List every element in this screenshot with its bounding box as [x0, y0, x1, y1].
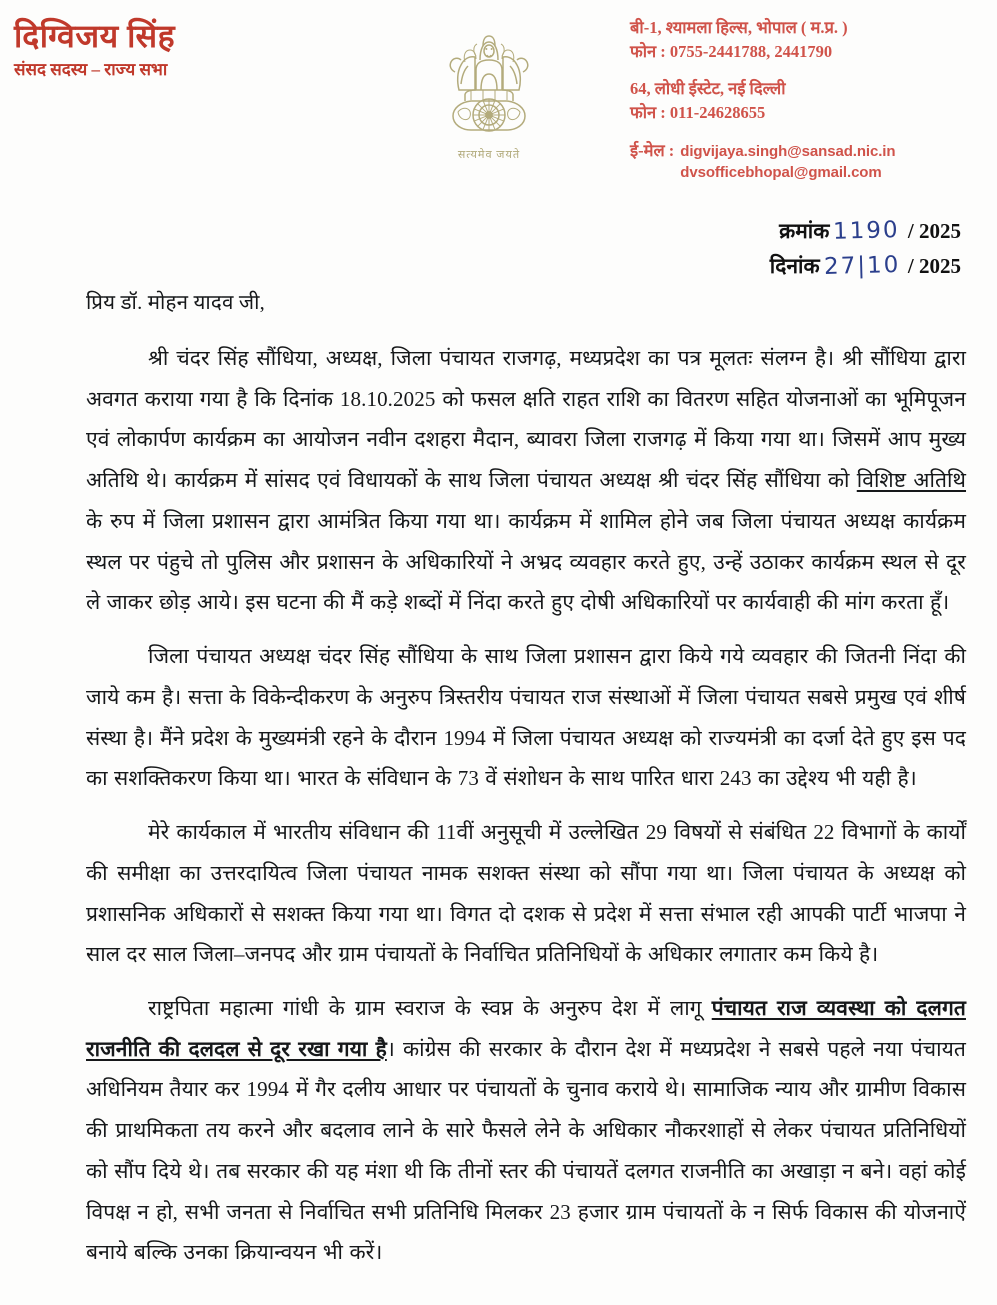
bhopal-office	[630, 16, 990, 64]
paragraph-4-emphasized-phrase: पंचायत राज व्यवस्था को दलगत राजनीति की दलदल से दूर रखा गया है	[86, 996, 966, 1061]
paragraph-3: मेरे कार्यकाल में भारतीय संविधान की 11वीं अनुसूची में उल्लेखित 29 विषयों से संबंधित 22 विभागों के कार्यों की समीक्षा का उत्तरदायित्व जिला पंचायत नामक सशक्त संस्था को सौंपा गया था। जिला पंचायत के अध्यक्ष को प्रशासनिक अधिकारों से सशक्त किया गया था। विगत दो दशक से प्रदेश में सत्ता संभाल रही आपकी पार्टी भाजपा ने साल दर साल जिला–जनपद और ग्राम पंचायतों के निर्वाचित प्रतिनिधियों के अधिकार लगातार कम किये है।	[86, 820, 966, 967]
salutation: प्रिय डॉ. मोहन यादव जी,	[86, 292, 265, 314]
bhopal-phone: फोन : 0755-2441788, 2441790	[630, 41, 833, 61]
email-label: ई-मेल :	[630, 140, 675, 160]
email-office[interactable]: dvsofficebhopal@gmail.com	[680, 164, 882, 182]
paragraph-2: जिला पंचायत अध्यक्ष चंदर सिंह सौंधिया के साथ जिला प्रशासन द्वारा किये गये व्यवहार की जितनी निंदा की जाये कम है। सत्ता के विकेन्दीकरण के अनुरुप त्रिस्तरीय पंचायत राज संस्थाओं में जिला पंचायत सबसे प्रमुख एवं शीर्ष संस्था है। मैंने प्रदेश के मुख्यमंत्री रहने के दौरान 1994 में जिला पंचायत अध्यक्ष को राज्यमंत्री का दर्जा देते हुए इस पद का सशक्तिकरण किया था। भारत के संविधान के 73 वें संशोधन के साथ पारित धारा 243 का उद्देश्य भी यही है।	[86, 644, 966, 791]
email-block	[630, 138, 990, 185]
national-emblem-block	[424, 12, 554, 162]
reference-number-row	[770, 214, 961, 249]
paragraph-4-text-a: राष्ट्रपिता महात्मा गांधी के ग्राम स्वराज के स्वप्न के अनुरुप देश में लागू	[148, 996, 712, 1021]
contact-block	[630, 16, 990, 184]
ashoka-lion-capital-icon	[431, 12, 547, 144]
date-row	[770, 249, 961, 284]
reference-year: / 2025	[907, 219, 961, 243]
emblem-motto: सत्यमेव जयते	[457, 149, 521, 161]
paragraph-4	[86, 988, 966, 1273]
paragraph-1-text-b: के रुप में जिला प्रशासन द्वारा आमंत्रित किया गया था। कार्यक्रम में शामिल होने जब जिला पंचायत अध्यक्ष कार्यक्रम स्थल पर पंहुचे तो पुलिस और प्रशासन के अधिकारियों ने अभ्रद व्यवहार करते हुए, उन्हें उठाकर कार्यक्रम स्थल से दूर ले जाकर छोड़ आये। इस घटना की मैं कड़े शब्दों में निंदा करते हुए दोषी अधिकारियों पर कार्यवाही की मांग करता हूँ।	[86, 508, 966, 615]
paragraph-1-text-a: श्री चंदर सिंह सौंधिया, अध्यक्ष, जिला पंचायत राजगढ़, मध्यप्रदेश का पत्र मूलतः संलग्न है। श्री सौंधिया द्वारा अवगत कराया गया है कि दिनांक 18.10.2025 को फसल क्षति राहत राशि का वितरण सहित योजनाओं का भूमिपूजन एवं लोकार्पण कार्यक्रम का आयोजन नवीन दशहरा मैदान, ब्यावरा जिला राजगढ़ में किया गया था। जिसमें आप मुख्य अतिथि थे। कार्यक्रम में सांसद एवं विधायकों के साथ जिला पंचायत अध्यक्ष श्री चंदर सिंह सौंधिया को	[86, 346, 966, 493]
email-official[interactable]: digvijaya.singh@sansad.nic.in	[680, 142, 896, 160]
date-value-handwritten: 27|10	[823, 251, 901, 280]
bhopal-address: बी-1, श्यामला हिल्स, भोपाल ( म.प्र. )	[630, 18, 848, 37]
delhi-phone: फोन : 011-24628655	[630, 102, 766, 122]
date-year: / 2025	[907, 253, 961, 278]
reference-label: क्रमांक	[779, 219, 830, 243]
paragraph-1	[86, 338, 966, 623]
reference-date-block	[770, 214, 961, 283]
letter-body	[86, 288, 966, 1273]
paragraph-4-text-b: । कांग्रेस की सरकार के दौरान देश में मध्यप्रदेश ने सबसे पहले नया पंचायत अधिनियम तैयार कर 1994 में गैर दलीय आधार पर पंचायतों के चुनाव कराये थे। सामाजिक न्याय और ग्रामीण विकास की प्राथमिकता तय करने और बदलाव लाने के सारे फैसले लेने के अधिकार नौकरशाहों से लेकर पंचायत प्रतिनिधियों को सौंप दिये थे। तब सरकार की यह मंशा थी कि तीनों स्तर की पंचायतें दलगत राजनीति का अखाड़ा न बने। वहां कोई विपक्ष न हो, सभी जनता से निर्वाचित सभी प्रतिनिधि मिलकर 23 हजार ग्राम पंचायतों के न सिर्फ विकास की योजनाऐं बनाये बल्कि उनका क्रियान्वयन भी करें।	[86, 1036, 967, 1265]
reference-number-handwritten: 1190	[833, 217, 901, 245]
date-label: दिनांक	[769, 253, 820, 278]
sender-designation: संसद सदस्य – राज्य सभा	[14, 59, 168, 79]
sender-identity	[14, 18, 344, 81]
delhi-office	[630, 77, 990, 125]
delhi-address: 64, लोधी ईस्टेट, नई दिल्ली	[630, 78, 786, 98]
letterhead	[0, 0, 997, 200]
sender-name: दिग्विजय सिंह	[14, 18, 176, 54]
paragraph-1-underlined-phrase: विशिष्ट अतिथि	[856, 468, 967, 493]
